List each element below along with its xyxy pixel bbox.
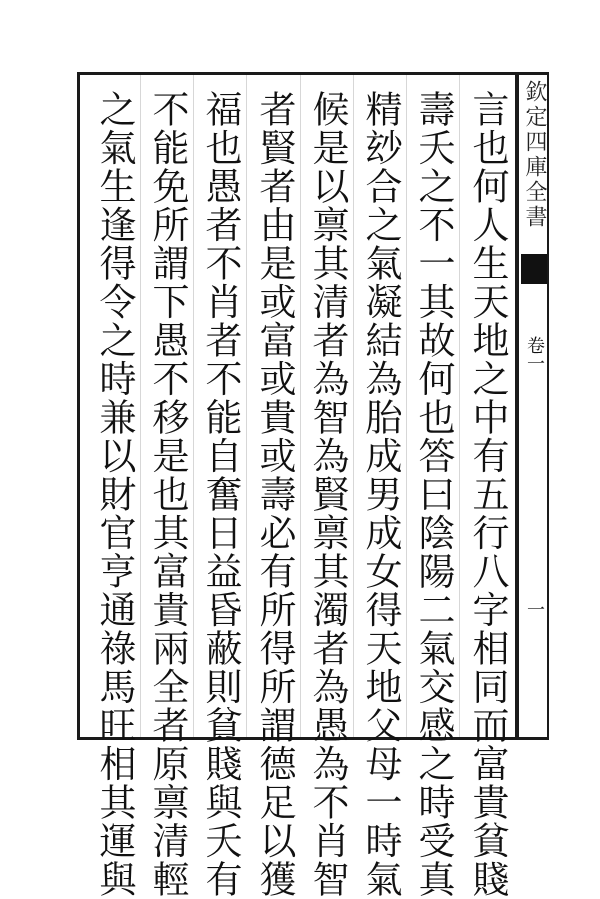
text-column-1: 言也何人生天地之中有五行八字相同而富貴貧賤 [466, 90, 509, 899]
text-column-3: 精玅合之氣凝結為胎成男成女得天地父母一時氣 [359, 90, 402, 899]
volume-label: 卷一 [524, 336, 545, 372]
column-divider [193, 75, 194, 737]
text-column-5: 者賢者由是或富或貴或壽必有所得所謂德足以獲 [253, 90, 296, 899]
text-column-8: 之氣生逢得令之時兼以財官亨通祿馬旺相其運與 [93, 90, 136, 899]
book-title: 欽定四庫全書 [522, 80, 547, 230]
text-column-4: 候是以禀其清者為智為賢禀其濁者為愚為不肖智 [306, 90, 349, 899]
column-divider [300, 75, 301, 737]
column-divider [140, 75, 141, 737]
margin-band-edge [547, 72, 549, 740]
column-divider [246, 75, 247, 737]
text-column-6: 福也愚者不肖者不能自奮日益昏蔽則貧賤與夭有 [199, 90, 242, 899]
page-number: 一 [524, 600, 545, 618]
text-column-7: 不能免所謂下愚不移是也其富貴兩全者原禀清輕 [146, 90, 189, 899]
fishtail-mark [521, 254, 547, 284]
text-column-2: 壽夭之不一其故何也答曰陰陽二氣交感之時受真 [412, 90, 455, 899]
frame-right-rule [515, 72, 518, 740]
column-divider [459, 75, 460, 737]
column-divider [406, 75, 407, 737]
column-divider [353, 75, 354, 737]
